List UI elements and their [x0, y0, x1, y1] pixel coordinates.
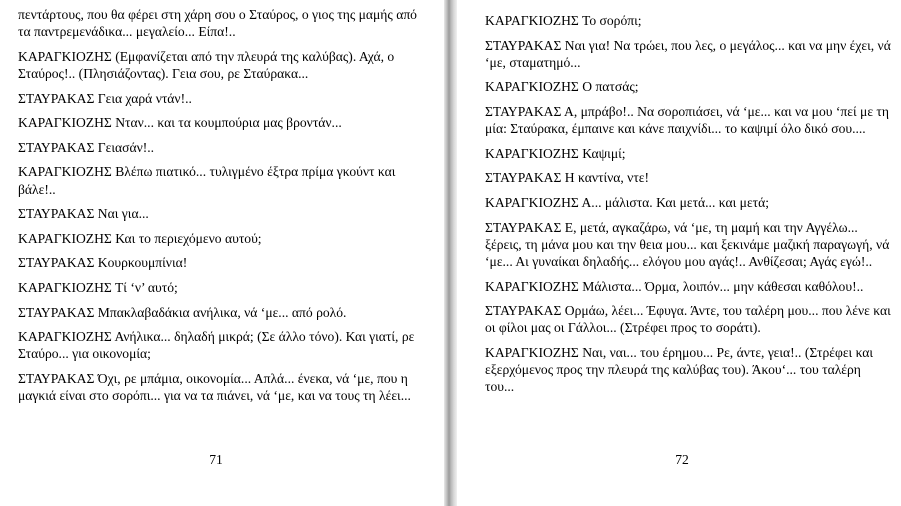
left-page-text — [0, 0, 444, 412]
page-number-left: 71 — [209, 452, 223, 467]
dialogue-paragraph: ΚΑΡΑΓΚΙΟΖΗΣ Α... μάλιστα. Και μετά... και μετά; — [485, 194, 770, 210]
dialogue-paragraph: ΣΤΑΥΡΑΚΑΣ Γειασάν!.. — [18, 139, 155, 155]
dialogue-paragraph: ΚΑΡΑΓΚΙΟΖΗΣ (Εμφανίζεται από την πλευρά της καλύβας). Αχά, ο Σταύρος!.. (Πλησιάζοντας). Γεια σου, ρε Σταύρακα... — [18, 48, 395, 81]
dialogue-paragraph: ΚΑΡΑΓΚΙΟΖΗΣ Νταν... και τα κουμπούρια μας βροντάν... — [18, 115, 342, 131]
dialogue-paragraph: ΣΤΑΥΡΑΚΑΣ Ε, μετά, αγκαζάρω, νά ‘με, τη μαμή και την Αγγέλω... ξέρεις, τη μάνα μου και την θεια μου... και ξεκινάμε μαζική παραγωγή, νά ‘με... Αι γυναίκαι δηλαδής... ελόγου μου αγάς!.. Ανθίζεσαι; Αγάς εγώ!.. — [485, 219, 890, 269]
dialogue-paragraph: ΚΑΡΑΓΚΙΟΖΗΣ Τί ‘ν’ αυτό; — [18, 279, 178, 295]
dialogue-paragraph: ΚΑΡΑΓΚΙΟΖΗΣ Ανήλικα... δηλαδή μικρά; (Σε άλλο τόνο). Και γιατί, ρε Σταύρο... για οικονομία; — [18, 329, 415, 362]
dialogue-paragraph: ΚΑΡΑΓΚΙΟΖΗΣ Ναι, ναι... του έρημου... Ρε, άντε, γεια!.. (Στρέφει και εξερχόμενος προς την πλευρά της καλύβας του). Άκου‘... του ταλέρη του... — [485, 344, 874, 395]
dialogue-paragraph: ΣΤΑΥΡΑΚΑΣ Όχι, ρε μπάμια, οικονομία... Απλά... ένεκα, νά ‘με, που η μαγκιά είναι στο σορόπι... για να τα πιάνει, νά ‘με, και να τους τη λέει... — [18, 370, 411, 404]
right-page-text — [457, 0, 901, 403]
page-number-right: 72 — [675, 452, 689, 467]
dialogue-paragraph: ΣΤΑΥΡΑΚΑΣ Ναι για... — [18, 206, 149, 222]
dialogue-paragraph: ΚΑΡΑΓΚΙΟΖΗΣ Καψιμί; — [485, 145, 626, 161]
dialogue-paragraph: ΚΑΡΑΓΚΙΟΖΗΣ Το σορόπι; — [485, 13, 642, 28]
dialogue-paragraph: ΣΤΑΥΡΑΚΑΣ Ορμάω, λέει... Έφυγα. Άντε, του ταλέρη μου... που λένε και οι φίλοι μας οι Γάλλοι... (Στρέφει προς το σοράτι). — [485, 303, 891, 336]
dialogue-paragraph: ΚΑΡΑΓΚΙΟΖΗΣ Βλέπω πιατικό... τυλιγμένο έξτρα πρίμα γκούντ και βάλε!.. — [18, 164, 396, 197]
page-gutter — [444, 0, 457, 506]
dialogue-paragraph: ΣΤΑΥΡΑΚΑΣ Γεια χαρά ντάν!.. — [18, 90, 192, 106]
dialogue-paragraph: πεντάρτους, που θα φέρει στη χάρη σου ο Σταύρος, ο γιος της μαμής από τα παντρεμενάδικα... μεγαλείο... Είπα!.. — [18, 7, 417, 40]
dialogue-paragraph: ΚΑΡΑΓΚΙΟΖΗΣ Μάλιστα... Όρμα, λοιπόν... μην κάθεσαι καθόλου!.. — [485, 278, 864, 294]
dialogue-paragraph: ΣΤΑΥΡΑΚΑΣ Η καντίνα, ντε! — [485, 170, 650, 186]
dialogue-paragraph: ΚΑΡΑΓΚΙΟΖΗΣ Ο πατσάς; — [485, 79, 639, 95]
dialogue-paragraph: ΣΤΑΥΡΑΚΑΣ Κουρκουμπίνια! — [18, 255, 188, 271]
dialogue-paragraph: ΣΤΑΥΡΑΚΑΣ Ναι για! Να τρώει, που λες, ο μεγάλος... και να μην έχει, νά ‘με, σταματημό... — [485, 37, 891, 70]
right-page — [457, 0, 901, 506]
left-page — [0, 0, 444, 506]
dialogue-paragraph: ΣΤΑΥΡΑΚΑΣ Μπακλαβαδάκια ανήλικα, νά ‘με... από ρολό. — [18, 304, 347, 320]
dialogue-paragraph: ΣΤΑΥΡΑΚΑΣ Α, μπράβο!.. Να σοροπιάσει, νά ‘με... και να μου ‘πεί με τη μία: Σταύρακα, έμπαινε και κάνε παιχνίδι... το καψιμί όλο δικό σου.... — [485, 103, 890, 137]
dialogue-paragraph: ΚΑΡΑΓΚΙΟΖΗΣ Και το περιεχόμενο αυτού; — [18, 230, 262, 246]
